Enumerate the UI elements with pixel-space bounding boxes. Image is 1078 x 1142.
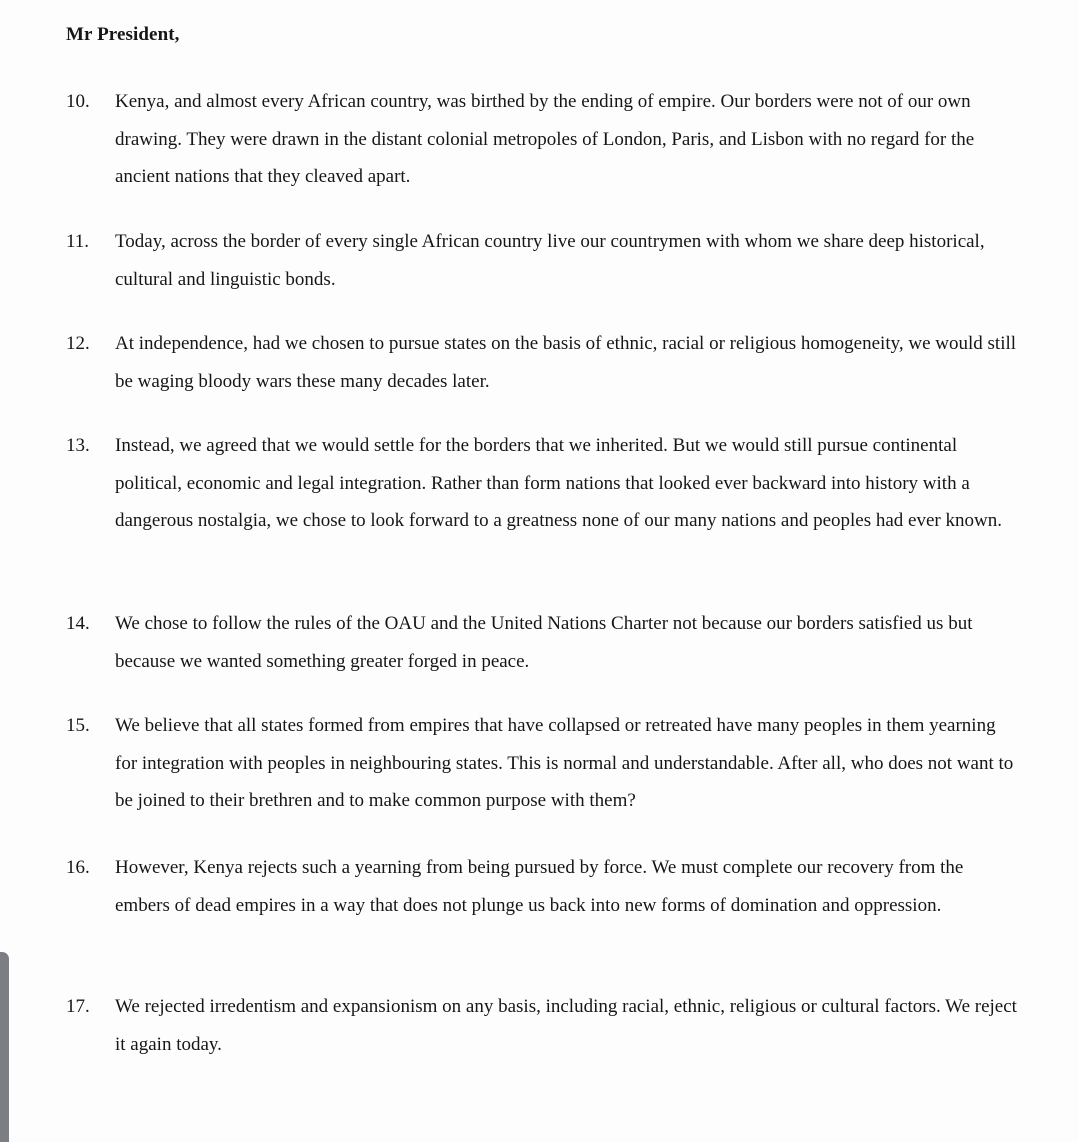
paragraph-text: We rejected irredentism and expansionism on any basis, including racial, ethnic, religious or cultural factors. We reject it again today.: [115, 996, 1017, 1055]
paragraph-15: [66, 707, 1026, 821]
scroll-handle[interactable]: [0, 952, 9, 1142]
paragraph-number: 17.: [66, 996, 90, 1017]
paragraph-text: We believe that all states formed from empires that have collapsed or retreated have many peoples in them yearning for integration with peoples in neighbouring states. This is normal and understandable. After all, who does not want to be joined to their brethren and to make common purpose with them?: [115, 715, 1014, 812]
paragraph-16: [66, 849, 1026, 963]
paragraph-number: 11.: [66, 231, 90, 252]
paragraph-17: [66, 988, 1026, 1064]
paragraph-12: [66, 325, 1026, 401]
paragraph-number: 15.: [66, 715, 90, 736]
paragraph-number: 16.: [66, 857, 90, 878]
paragraph-text: Kenya, and almost every African country, was birthed by the ending of empire. Our borders were not of our own drawing. They were drawn in the distant colonial metropoles of London, Paris, and Lisbon with no regard for the ancient nations that they cleaved apart.: [115, 91, 975, 188]
paragraph-13: [66, 427, 1026, 579]
paragraph-text: Instead, we agreed that we would settle for the borders that we inherited. But we would still pursue continental political, economic and legal integration. Rather than form nations that looked ever backward into history with a dangerous nostalgia, we chose to look forward to a greatness none of our many nations and peoples had ever known.: [115, 435, 1002, 532]
paragraph-text: We chose to follow the rules of the OAU and the United Nations Charter not because our borders satisfied us but because we wanted something greater forged in peace.: [115, 613, 973, 672]
paragraph-10: [66, 83, 1026, 197]
salutation: Mr President,: [66, 24, 180, 45]
paragraph-text: Today, across the border of every single African country live our countrymen with whom we share deep historical, cultural and linguistic bonds.: [115, 231, 985, 290]
paragraph-number: 10.: [66, 91, 90, 112]
paragraph-text: At independence, had we chosen to pursue states on the basis of ethnic, racial or religious homogeneity, we would still be waging bloody wars these many decades later.: [115, 333, 1017, 392]
paragraph-text: However, Kenya rejects such a yearning from being pursued by force. We must complete our recovery from the embers of dead empires in a way that does not plunge us back into new forms of domination and oppression.: [115, 857, 964, 916]
paragraph-number: 13.: [66, 435, 90, 456]
paragraph-11: [66, 223, 1026, 299]
paragraph-number: 14.: [66, 613, 90, 634]
paragraph-number: 12.: [66, 333, 90, 354]
paragraph-14: [66, 605, 1026, 681]
